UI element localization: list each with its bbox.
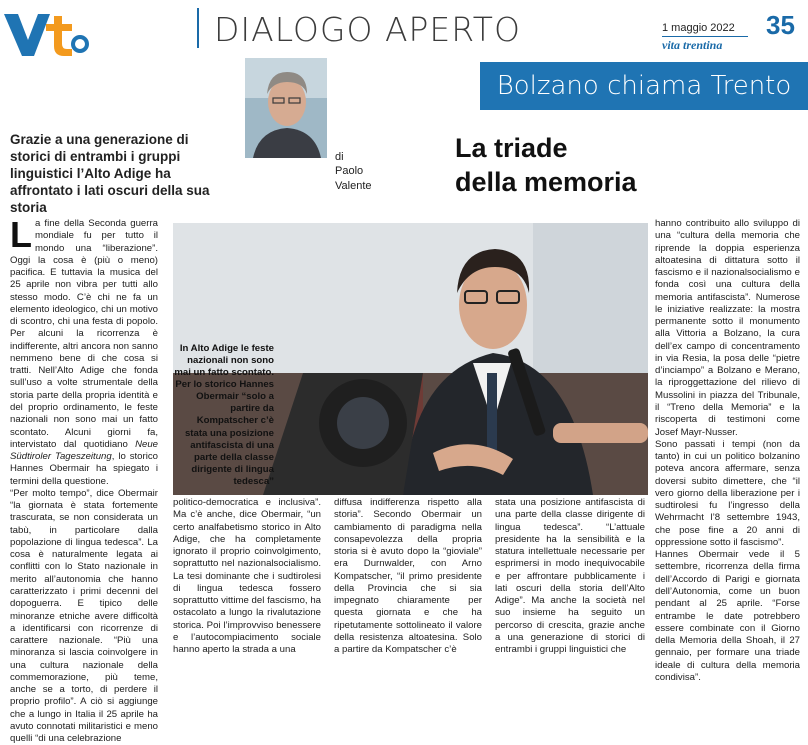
vita-trentina-logo — [0, 4, 95, 60]
col1-paragraph-1-end: , lo storico Hannes Obermair ha spiegato i termini della questione. — [10, 451, 158, 487]
article-column-2: politico-democratica e inclusiva”. Ma c’è anche, dice Obermair, “un certo analfabetismo storico in Alto Adige, che ha completamente ignorato il proprio coinvolgimento, soprattutto nel nazionalsocialismo. La tesi dominante che i sudtirolesi di lingua tedesca fossero soprattutto vittime del fascismo, ha ostacolato a lungo la rivalutazione storica. Poi l’improvviso benessere e l’autocompiacimento sociale hanno aperto la strada a una — [173, 497, 321, 656]
article-subtitle: Grazie a una generazione di storici di entrambi i gruppi linguistici l’Alto Adige ha affrontato i lati oscuri della sua storia — [10, 132, 210, 215]
article-headline — [455, 132, 637, 200]
drop-cap: L — [10, 214, 32, 255]
col5-paragraph-1: hanno contribuito allo sviluppo di una “cultura della memoria che riprende la doppia esperienza altoatesina di dittatura sotto il fascismo e il nazionalsocialismo e fonda così una cultura della memoria antifascista”. Numerose le iniziative realizzate: la mostra permanente sotto il monumento alla Vittoria a Bolzano, la cura dell’ex campo di concentramento in via Resia, la posa delle “pietre d’inciampo” a Bolzano e Merano, la riproggettazione del rilievo di Mussolini in piazza del Tribunale, il “Treno della Memoria” e la riscoperta di testimoni come Josef Mayr-Nusser. — [655, 218, 800, 438]
author-portrait — [245, 58, 327, 158]
byline-prefix: di — [335, 151, 344, 163]
page-number: 35 — [766, 10, 795, 40]
headline-line-1: La triade — [455, 133, 568, 163]
article-column-4: stata una posizione antifascista di una parte della classe dirigente di lingua tedesca”. “L’attuale presidente ha la sensibilità e la statura intellettuale necessarie per esprimersi in modo inequivocabile e per affrontare pubblicamente i lati oscuri della storia dell’Alto Adige”. Ma anche la società nel suo insieme ha seguito un percorso di crescita, grazie anche a una generazione di storici di entrambi i gruppi linguistici che — [495, 497, 645, 656]
issue-date: 1 maggio 2022 — [662, 22, 735, 34]
col5-paragraph-3: Hannes Obermair vede il 5 settembre, ricorrenza della firma dell’Accordo di Parigi e giornata dell’Autonomia, come un buon pendant al 25 aprile. “Forse entrambe le date potrebbero essere combinate con il Giorno della Memoria della Shoah, il 27 gennaio, per formare una triade ideale di cultura della memoria condivisa”. — [655, 549, 800, 683]
header-divider — [197, 8, 199, 48]
col1-paragraph-1: a fine della Seconda guerra mondiale fu per tutto il mondo una “liberazione”. Oggi la cosa è (più o meno) pacifica. E tuttavia la musica del 25 aprile non vibra per tutti allo stesso modo. C’è chi ne fa un elemento ideologico, chi un motivo di scontro, chi una festa di popolo. Per alcuni la ricorrenza è indifferente, altri ancora non sanno nemmeno bene di che cosa si tratti. Nell’Alto Adige che fonda sull’uso a volte strumentale della storia parte della propria identità e del proprio ordinamento, le feste nazionali non sono mai un fatto scontato. Alcuni giorni fa, intervistato dal quotidiano — [10, 218, 158, 450]
article-column-3: diffusa indifferenza rispetto alla storia”. Secondo Obermair un cambiamento di paradigma nella consapevolezza della propria storia si è avuto dopo la “gioviale” era Durnwalder, con Arno Kompatscher, “il primo presidente della Provincia che si sia impegnato chiaramente per questa giornata e che ha ripetutamente sottolineato il valore della resistenza altoatesina. Solo a partire da Kompatscher c’è — [334, 497, 482, 656]
pull-quote: In Alto Adige le feste nazionali non sono mai un fatto scontato. Per lo storico Hannes Obermair “solo a partire da Kompatscher c’è stata una posizione antifascista di una parte della classe dirigente di lingua tedesca” — [174, 343, 274, 487]
newspaper-name: Neue Südtiroler Tageszeitung — [10, 438, 158, 463]
author-first-name: Paolo — [335, 165, 364, 178]
author-last-name: Valente — [335, 179, 372, 192]
topic-banner: Bolzano chiama Trento — [480, 62, 808, 110]
headline-line-2: della memoria — [455, 166, 637, 197]
section-title: DIALOGO APERTO — [214, 10, 521, 49]
byline — [335, 150, 372, 193]
publication-rule — [662, 36, 748, 37]
article-column-5 — [655, 218, 800, 683]
col5-paragraph-2: Sono passati i tempi (non da tanto) in cui un politico bolzanino poteva ancora affermare, senza doversi subito dimettere, che “il vero giorno della liberazione per i sudtirolesi fu l’ingresso della Wehrmacht l’8 settembre 1943, che pose fine a 20 anni di oppressione sotto il fascismo”. — [655, 438, 800, 548]
article-column-1 — [10, 214, 158, 745]
publication-name: vita trentina — [662, 38, 723, 52]
col1-paragraph-2: “Per molto tempo”, dice Obermair “la giornata è stata fortemente trascurata, se non considerata un tabù, in particolare dalla popolazione di lingua tedesca”. La cosa è naturalmente legata ai conflitti con lo Stato nazionale in merito all’autonomia che hanno caratterizzato i primi decenni del dopoguerra. E tipico delle minoranze etniche avere difficoltà a identificarsi con ricorrenze di carattere nazionale. “Più una minoranza si lascia coinvolgere in una cultura nazionale della commemorazione, più teme, anche se a torto, di perdere il proprio profilo”. A ciò si aggiunge che a lungo in Italia il 25 aprile ha avuto connotati militaristici e meno quelli “di una celebrazione — [10, 487, 158, 745]
